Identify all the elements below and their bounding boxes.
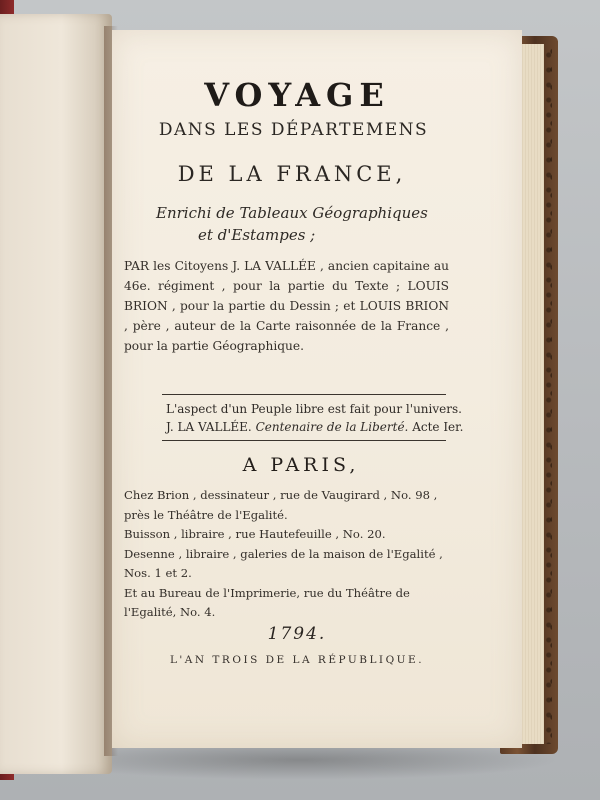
subtitle-line-1: DANS LES DÉPARTEMENS — [158, 120, 429, 140]
rule-top — [162, 394, 446, 395]
enrichment-line-1: Enrichi de Tableaux Géographiques — [156, 204, 428, 222]
pencil-annotation — [364, 50, 514, 64]
imprint-line: Desenne , libraire , galeries de la maison de l'Egalité , Nos. 1 et 2. — [124, 546, 443, 580]
book-title: VOYAGE — [204, 76, 390, 114]
rule-bottom — [162, 440, 446, 441]
motto-attribution — [166, 420, 463, 434]
imprint-line: Chez Brion , dessinateur , rue de Vaugirard , No. 98 , près le Théâtre de l'Egalité. — [124, 488, 438, 522]
imprint-block — [124, 486, 454, 623]
motto-author: J. LA VALLÉE. — [166, 420, 252, 434]
authors-paragraph: PAR les Citoyens J. LA VALLÉE , ancien capitaine au 46e. régiment , pour la partie du Texte ; LOUIS BRION , pour la partie du Dessin ; et LOUIS BRION , père , auteur de la Carte raisonnée de la France , pour la partie Géographique. — [124, 259, 449, 353]
motto-act: Acte Ier. — [412, 420, 464, 434]
republican-era: L'AN TROIS DE LA RÉPUBLIQUE. — [169, 654, 425, 666]
left-flyleaf-page — [0, 14, 112, 774]
page-edges — [520, 44, 544, 744]
imprint-line: Buisson , libraire , rue Hautefeuille , No. 20. — [124, 527, 386, 541]
imprint-line: Et au Bureau de l'Imprimerie, rue du Théâtre de l'Egalité, No. 4. — [124, 585, 410, 619]
publication-year: 1794. — [267, 624, 327, 644]
enrichment-line-2: et d'Estampes ; — [198, 226, 316, 244]
place-of-publication: A PARIS, — [242, 454, 360, 476]
motto-source: Centenaire de la Liberté. — [255, 420, 409, 434]
subtitle-line-2: DE LA FRANCE, — [177, 162, 407, 186]
title-page — [112, 30, 522, 748]
motto-line: L'aspect d'un Peuple libre est fait pour l'univers. — [166, 402, 462, 416]
